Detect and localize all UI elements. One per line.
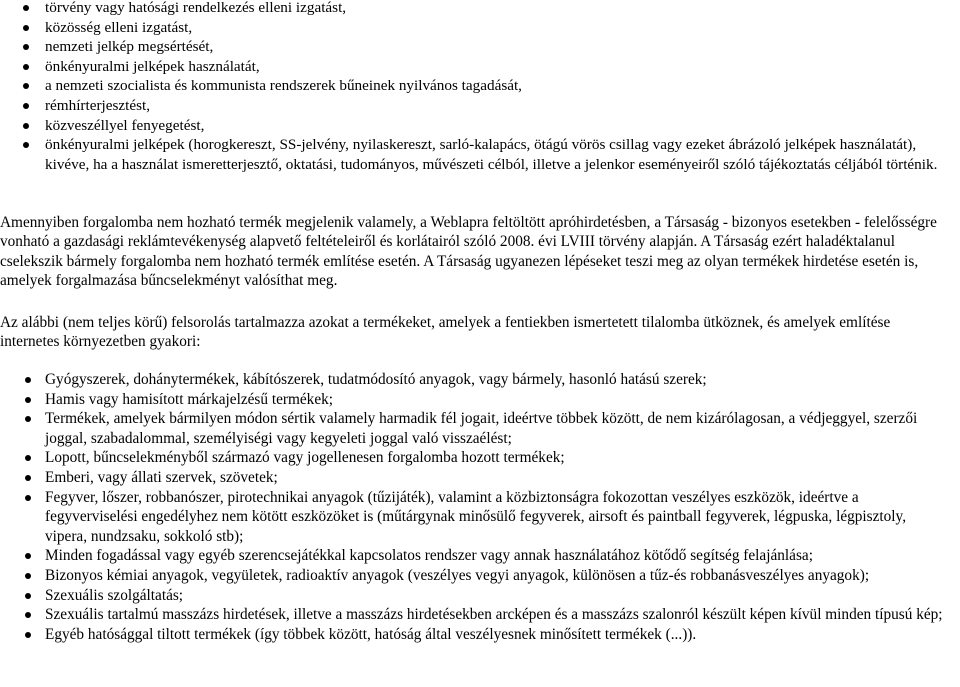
list-item bbox=[0, 566, 950, 586]
list-intro-paragraph: Az alábbi (nem teljes körű) felsorolás tartalmazza azokat a termékeket, amelyek a fentiekben ismertetett tilalomba ütköznek, és amelyek említése internetes környezetben gyakori: bbox=[0, 314, 891, 351]
list-item-text: a nemzeti szocialista és kommunista rendszerek bűneinek nyilvános tagadását, bbox=[45, 77, 522, 95]
list-item-text: Minden fogadással vagy egyéb szerencsejátékkal kapcsolatos rendszer vagy annak használatához kötődő segítség felajánlása; bbox=[45, 547, 813, 565]
bullet-icon bbox=[25, 455, 31, 461]
prohibited-products-list bbox=[0, 370, 950, 644]
list-item-text: Lopott, bűncselekményből származó vagy jogellenesen forgalomba hozott termékek; bbox=[45, 449, 565, 467]
bullet-icon bbox=[23, 142, 29, 148]
list-item bbox=[0, 605, 950, 625]
list-item-text: Gyógyszerek, dohánytermékek, kábítószerek, tudatmódosító anyagok, vagy bármely, hasonló hatású szerek; bbox=[45, 371, 707, 388]
list-item-text: közveszéllyel fenyegetést, bbox=[45, 116, 205, 134]
list-item bbox=[0, 0, 950, 18]
list-item-text: törvény vagy hatósági rendelkezés elleni izgatást, bbox=[45, 0, 347, 16]
list-item-text: önkényuralmi jelképek (horogkereszt, SS-jelvény, nyilaskereszt, sarló-kalapács, ötágú vörös csillag vagy ezeket ábrázoló jelképek használatát), kivéve, ha a használat ismeretterjesztő, oktatási, tudományos, művészeti célból, illetve a jelenkor eseményeiről szóló tájékoztatás céljából történik. bbox=[45, 136, 938, 173]
list-item bbox=[0, 116, 950, 136]
list-item-text: önkényuralmi jelképek használatát, bbox=[45, 57, 260, 75]
list-item-text: nemzeti jelkép megsértését, bbox=[45, 38, 214, 56]
bullet-icon bbox=[23, 25, 29, 31]
bullet-icon bbox=[25, 377, 31, 383]
bullet-icon bbox=[23, 123, 29, 129]
bullet-icon bbox=[23, 44, 29, 50]
bullet-icon bbox=[25, 495, 31, 501]
bullet-icon bbox=[23, 64, 29, 70]
list-item bbox=[0, 135, 950, 174]
bullet-icon bbox=[25, 397, 31, 403]
bullet-icon bbox=[23, 5, 29, 11]
list-item bbox=[0, 37, 950, 57]
bullet-icon bbox=[25, 416, 31, 422]
list-item bbox=[0, 76, 950, 96]
list-item-text: Hamis vagy hamisított márkajelzésű termékek; bbox=[45, 390, 334, 408]
bullet-icon bbox=[25, 573, 31, 579]
list-item-text: rémhírterjesztést, bbox=[45, 96, 150, 114]
list-item bbox=[0, 586, 950, 606]
list-item-text: Szexuális szolgáltatás; bbox=[45, 586, 184, 604]
list-item bbox=[0, 57, 950, 77]
bullet-icon bbox=[23, 103, 29, 109]
list-item bbox=[0, 18, 950, 38]
list-item-text: Bizonyos kémiai anyagok, vegyületek, radioaktív anyagok (veszélyes vegyi anyagok, különösen a tűz-és robbanásveszélyes anyagok); bbox=[45, 566, 870, 584]
list-item bbox=[0, 96, 950, 116]
list-item bbox=[0, 390, 950, 410]
list-item bbox=[0, 468, 950, 488]
bullet-icon bbox=[25, 632, 31, 638]
list-item-text: Szexuális tartalmú masszázs hirdetések, illetve a masszázs hirdetésekben arcképen és a masszázs szalonról készült képen kívül minden típusú kép; bbox=[45, 606, 943, 624]
list-item bbox=[0, 370, 950, 390]
prohibited-conduct-list bbox=[0, 0, 950, 174]
list-item bbox=[0, 409, 950, 448]
bullet-icon bbox=[25, 593, 31, 599]
list-item bbox=[0, 546, 950, 566]
list-item bbox=[0, 488, 950, 547]
bullet-icon bbox=[23, 83, 29, 89]
list-item-text: Egyéb hatósággal tiltott termékek (így többek között, hatóság által veszélyesnek minősített termékek (...)). bbox=[45, 625, 697, 643]
bullet-icon bbox=[25, 553, 31, 559]
list-item-text: közösség elleni izgatást, bbox=[45, 18, 193, 36]
liability-paragraph: Amennyiben forgalomba nem hozható termék megjelenik valamely, a Weblapra feltöltött apróhirdetésben, a Társaság - bizonyos esetekben - felelősségre vonható a gazdasági reklámtevékenység alapvető feltételeiről és korlátairól szóló 2008. évi LVIII törvény alapján. A Társaság ezért haladéktalanul cselekszik bármely forgalomba nem hozható termék említése esetén. A Társaság ugyanezen lépéseket teszi meg az olyan termékek hirdetése esetén is, amelyek forgalmazása bűncselekményt valósíthat meg. bbox=[0, 214, 937, 290]
list-item bbox=[0, 448, 950, 468]
list-item-text: Termékek, amelyek bármilyen módon sértik valamely harmadik fél jogait, ideértve többek között, de nem kizárólagosan, a védjeggyel, szerzői joggal, szabadalommal, személyiségi vagy kegyeleti joggal való visszaélést; bbox=[45, 410, 918, 447]
list-item-text: Fegyver, lőszer, robbanószer, pirotechnikai anyagok (tűzijáték), valamint a közbiztonságra fokozottan veszélyes eszközök, ideértve a fegyverviselési engedélyhez nem kötött eszközöket is (műtárgynak minősülő fegyverek, airsoft és paintball fegyverek, légpuska, légpisztoly, vipera, nundzsaku, sokkoló stb); bbox=[45, 488, 907, 545]
list-item bbox=[0, 625, 950, 645]
bullet-icon bbox=[25, 612, 31, 618]
list-item-text: Emberi, vagy állati szervek, szövetek; bbox=[45, 468, 278, 486]
bullet-icon bbox=[25, 475, 31, 481]
